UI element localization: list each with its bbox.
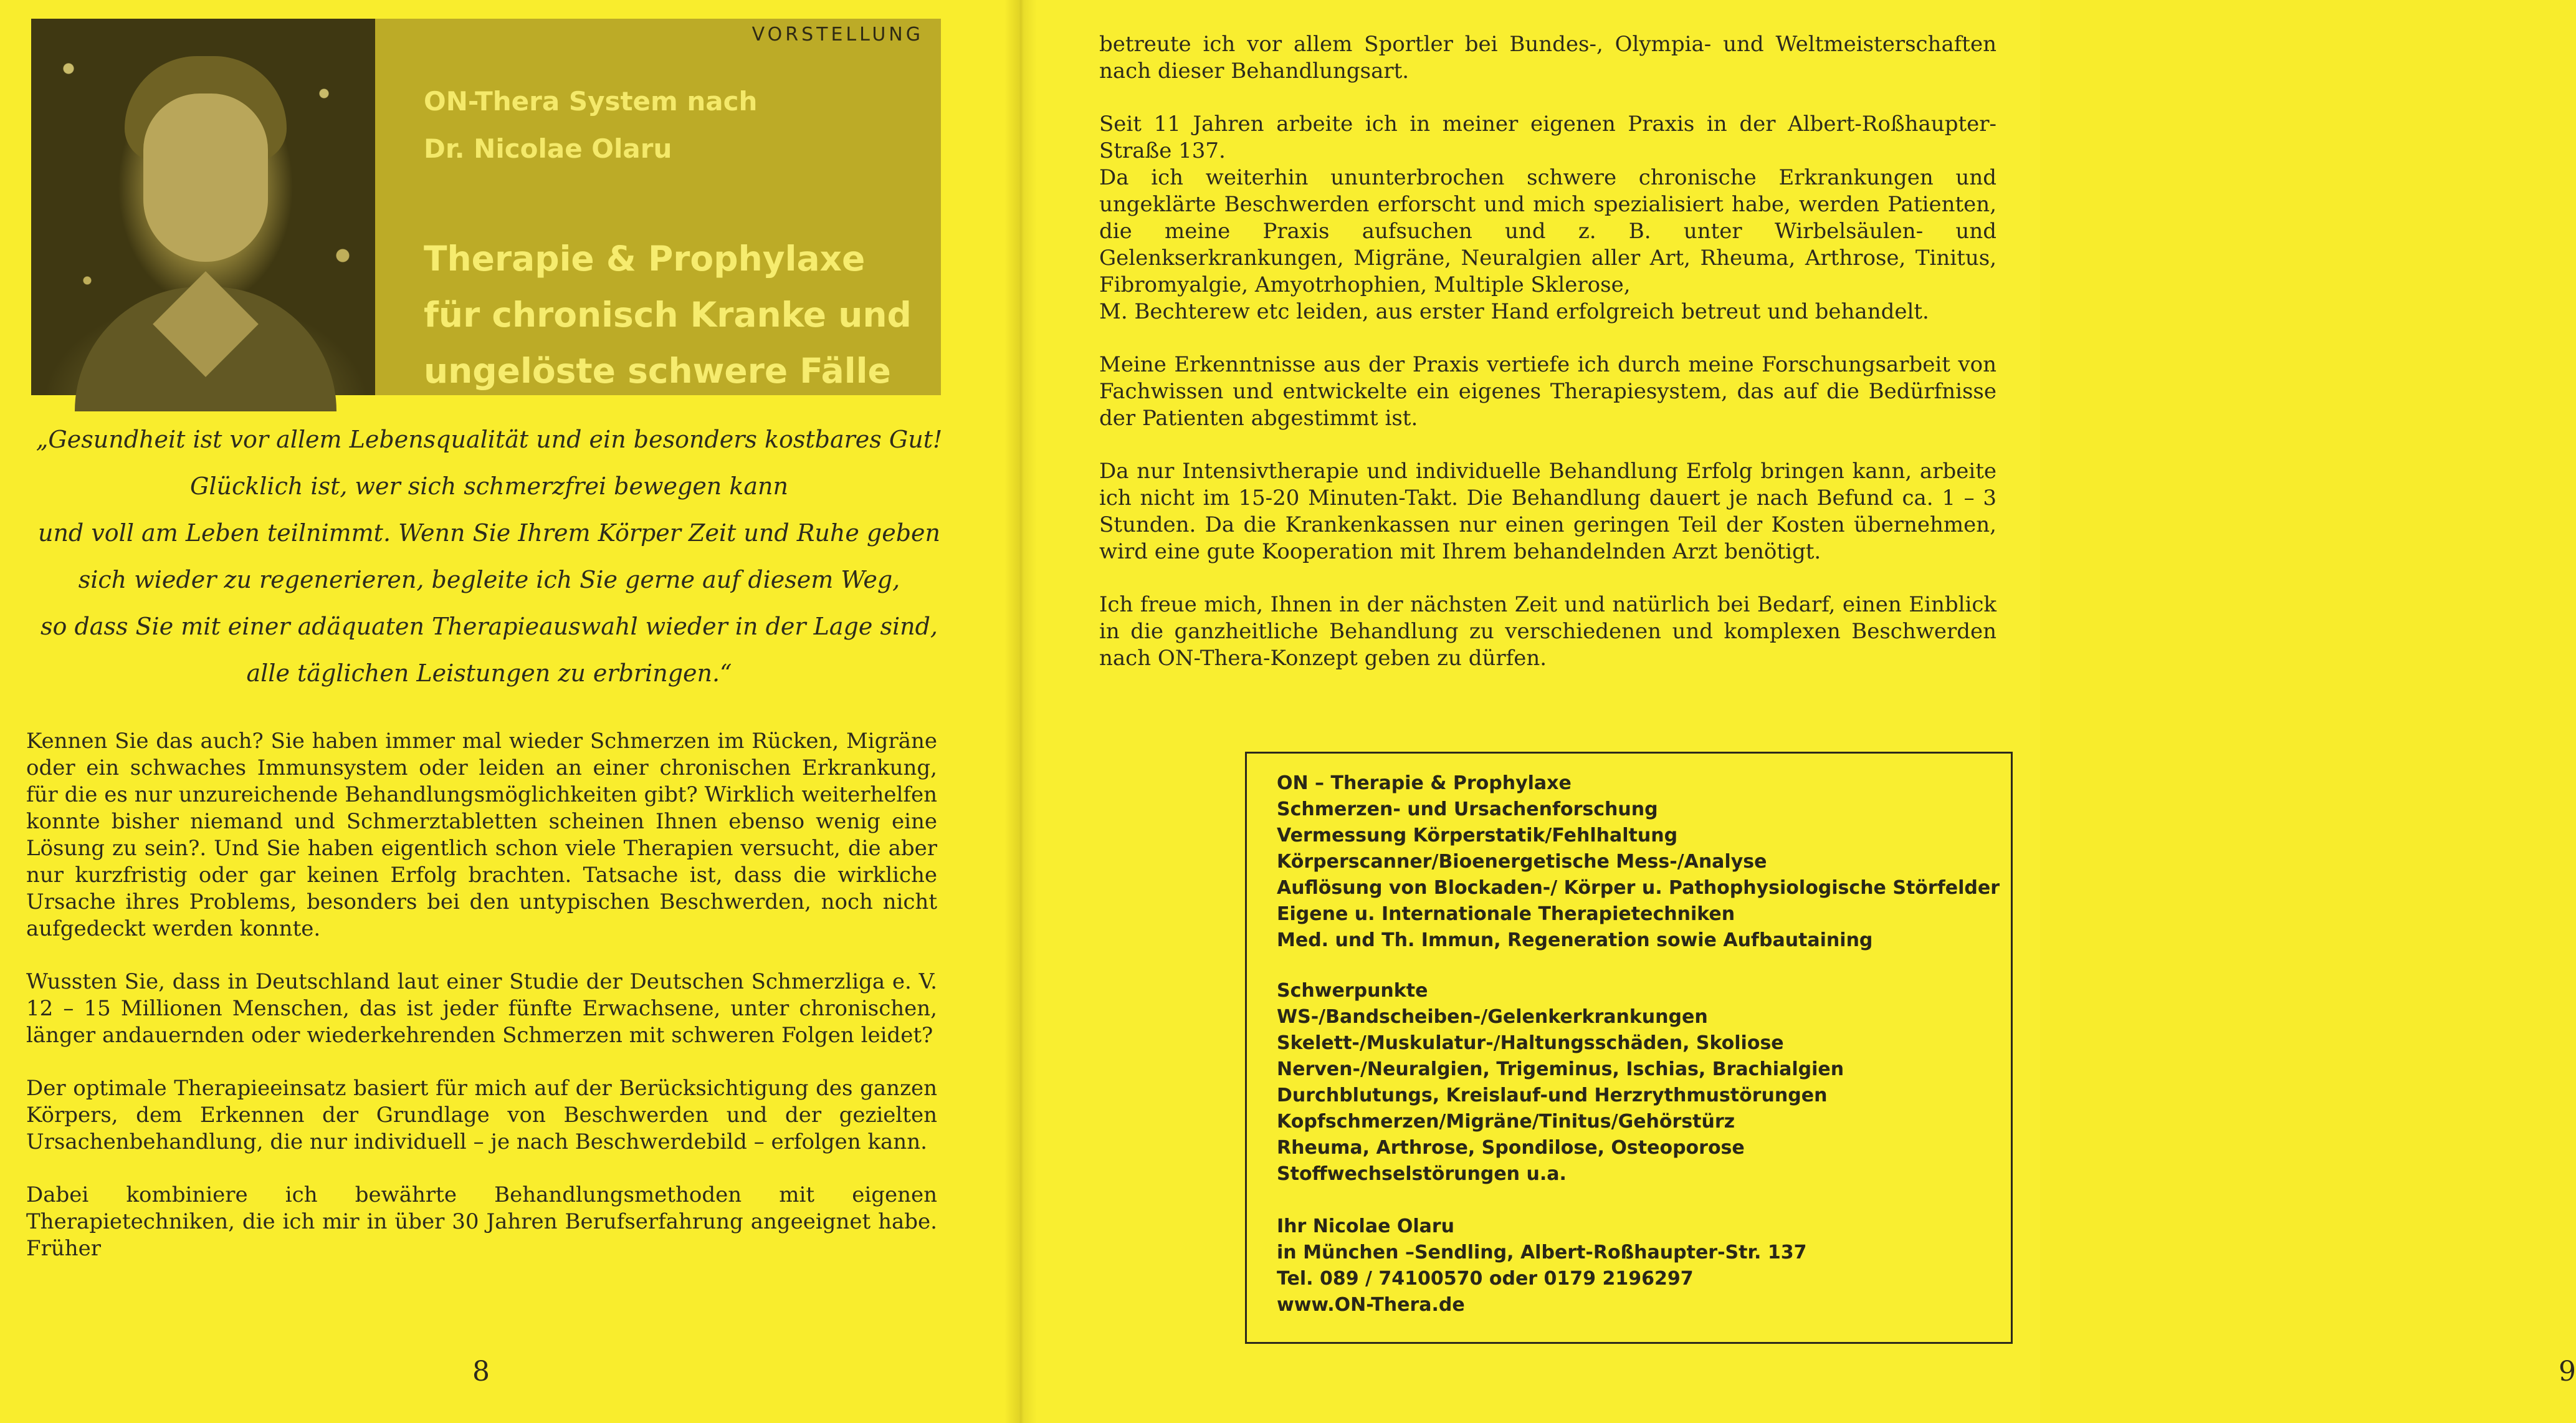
contact-website: www.ON-Thera.de (1277, 1294, 1465, 1316)
list-item: Med. und Th. Immun, Regeneration sowie Aufbautaining (1277, 929, 1873, 951)
intro-quote (25, 416, 953, 697)
paragraph: Ich freue mich, Ihnen in der nächsten Zeit und natürlich bei Bedarf, einen Einblick in die ganzheitliche Behandlung zu verschiedenen und komplexen Beschwerden nach ON-Thera-Konzept geben zu dürfen. (1099, 592, 1996, 671)
contact-name: Ihr Nicolae Olaru (1277, 1215, 1455, 1237)
quote-line: sich wieder zu regenerieren, begleite ich Sie gerne auf diesem Weg, (78, 566, 900, 593)
list-item: Rheuma, Arthrose, Spondilose, Osteoporose (1277, 1137, 1745, 1159)
paragraph: Da ich weiterhin ununterbrochen schwere chronische Erkrankungen und ungeklärte Beschwerden erforscht und mich spezialisiert habe, werden Patienten, die meine Praxis aufsuchen und z. B. unter Wirbelsäulen- und Gelenkserkrankungen, Migräne, Neuralgien aller Art, Rheuma, Arthrose, Tinitus, Fibromyalgie, Amyotrhophien, Multiple Sklerose, (1099, 165, 1996, 297)
quote-line: „Gesundheit ist vor allem Lebensqualität und ein besonders kostbares Gut! (36, 426, 943, 453)
paragraph: Der optimale Therapieeinsatz basiert für mich auf der Berücksichtigung des ganzen Körpers, dem Erkennen der Grundlage von Beschwerden und der gezielten Ursachenbehandlung, die nur individuell – je nach Beschwerdebild – erfolgen kann. (26, 1076, 937, 1154)
list-item: ON – Therapie & Prophylaxe (1277, 772, 1572, 794)
list-item: Vermessung Körperstatik/Fehlhaltung (1277, 825, 1678, 846)
right-body-text (1099, 31, 1996, 672)
intro-header (31, 19, 941, 395)
quote-line: Glücklich ist, wer sich schmerzfrei bewegen kann (189, 472, 788, 500)
page-number-right: 9 (2559, 1356, 2576, 1387)
page-number-left: 8 (472, 1356, 490, 1387)
left-page (0, 0, 1018, 1423)
paragraph: Seit 11 Jahren arbeite ich in meiner eigenen Praxis in der Albert-Roßhaupter-Straße 137. (1099, 112, 1996, 163)
contact-block (1277, 1214, 1806, 1318)
paragraph: betreute ich vor allem Sportler bei Bundes-, Olympia- und Weltmeisterschaften nach dieser Behandlungsart. (1099, 32, 1996, 84)
list-item: Stoffwechselstörungen u.a. (1277, 1163, 1567, 1185)
paragraph: Meine Erkenntnisse aus der Praxis vertiefe ich durch meine Forschungsarbeit von Fachwissen und entwickelte ein eigenes Therapiesystem, das auf die Bedürfnisse der Patienten abgestimmt ist. (1099, 352, 1996, 431)
header-subtitle: ON-Thera System nach Dr. Nicolae Olaru (424, 86, 758, 164)
list-item: Körperscanner/Bioenergetische Mess-/Analyse (1277, 851, 1767, 873)
contact-address: in München –Sendling, Albert-Roßhaupter-Str. 137 (1277, 1242, 1807, 1263)
list-item: Eigene u. Internationale Therapietechniken (1277, 903, 1735, 925)
left-body-text (26, 728, 937, 1262)
focus-list (1277, 978, 1844, 1187)
focus-heading: Schwerpunkte (1277, 980, 1428, 1002)
list-item: Kopfschmerzen/Migräne/Tinitus/Gehörstürz (1277, 1111, 1735, 1133)
paragraph: M. Bechterew etc leiden, aus erster Hand erfolgreich betreut und behandelt. (1099, 299, 1929, 324)
header-title: Therapie & Prophylaxe für chronisch Kranke und ungelöste schwere Fälle (424, 239, 912, 391)
book-gutter (1004, 0, 1037, 1423)
paragraph: Da nur Intensivtherapie und individuelle Behandlung Erfolg bringen kann, arbeite ich nicht im 15-20 Minuten-Takt. Die Behandlung dauert je nach Befund ca. 1 – 3 Stunden. Da die Krankenkassen nur einen geringen Teil der Kosten übernehmen, wird eine gute Kooperation mit Ihrem behandelnden Arzt benötigt. (1099, 459, 1996, 564)
quote-line: alle täglichen Leistungen zu erbringen.“ (246, 659, 732, 687)
section-label: VORSTELLUNG (751, 24, 923, 46)
list-item: Schmerzen- und Ursachenforschung (1277, 798, 1658, 820)
portrait-photo (31, 19, 375, 395)
list-item: Durchblutungs, Kreislauf-und Herzrythmustörungen (1277, 1085, 1828, 1106)
quote-line: und voll am Leben teilnimmt. Wenn Sie Ihrem Körper Zeit und Ruhe geben (37, 519, 941, 547)
services-info-box (1245, 752, 2013, 1344)
paragraph: Dabei kombiniere ich bewährte Behandlungsmethoden mit eigenen Therapietechniken, die ich mir in über 30 Jahren Berufserfahrung angeeignet habe. Früher (26, 1182, 937, 1261)
quote-line: so dass Sie mit einer adäquaten Therapieauswahl wieder in der Lage sind, (41, 613, 938, 640)
paragraph: Wussten Sie, dass in Deutschland laut einer Studie der Deutschen Schmerzliga e. V. 12 – 15 Millionen Menschen, das ist jeder fünfte Erwachsene, unter chronischen, länger andauernden oder wiederkehrenden Schmerzen mit schweren Folgen leidet? (26, 969, 937, 1048)
list-item: Nerven-/Neuralgien, Trigeminus, Ischias, Brachialgien (1277, 1058, 1844, 1080)
list-item: Auflösung von Blockaden-/ Körper u. Pathophysiologische Störfelder (1277, 877, 2000, 899)
list-item: Skelett-/Muskulatur-/Haltungsschäden, Skoliose (1277, 1032, 1784, 1054)
list-item: WS-/Bandscheiben-/Gelenkerkrankungen (1277, 1006, 1708, 1028)
contact-phone: Tel. 089 / 74100570 oder 0179 2196297 (1277, 1268, 1694, 1290)
services-list (1277, 770, 2000, 954)
paragraph: Kennen Sie das auch? Sie haben immer mal wieder Schmerzen im Rücken, Migräne oder ein schwaches Immunsystem oder leiden an einer chronischen Erkrankung, für die es nur unzureichende Behandlungsmöglichkeiten gibt? Wirklich weiterhelfen konnte bisher niemand und Schmerztabletten scheinen Ihnen ebenso wenig eine Lösung zu sein?. Und Sie haben eigentlich schon viele Therapien versucht, die aber nur kurzfristig oder gar keinen Erfolg brachten. Tatsache ist, dass die wirkliche Ursache ihres Problems, besonders bei den untypischen Beschwerden, noch nicht aufgedeckt werden konnte. (26, 729, 937, 941)
